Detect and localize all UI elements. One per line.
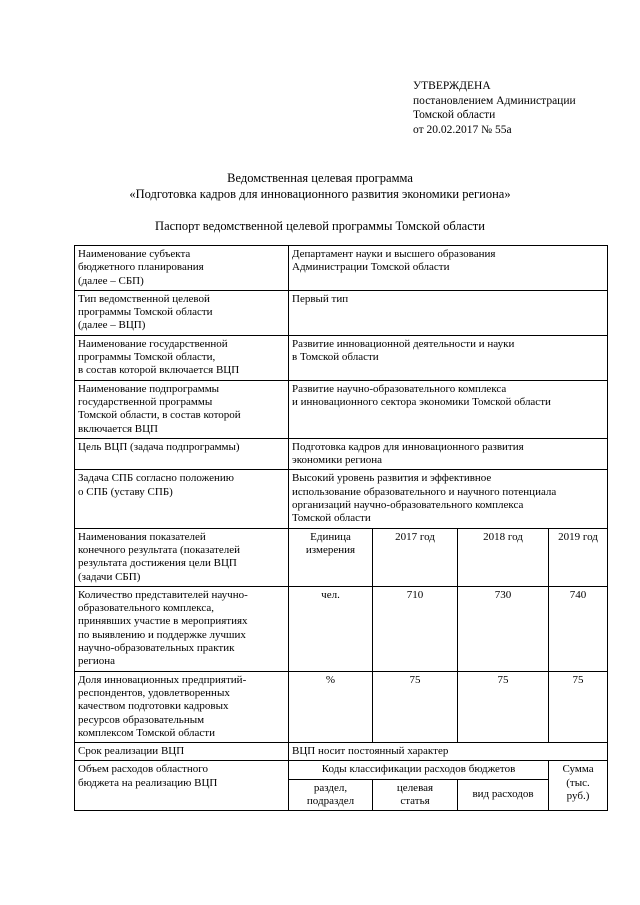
sbp-value: Департамент науки и высшего образования Администрации Томской области bbox=[289, 246, 608, 291]
approval-line-3: от 20.02.2017 № 55а bbox=[413, 123, 512, 136]
indicator-value-2017: 75 bbox=[373, 671, 458, 742]
indicator-row bbox=[75, 671, 608, 742]
indicator-value-2017: 710 bbox=[373, 586, 458, 671]
title-line-2: «Подготовка кадров для инновационного развития экономики региона» bbox=[129, 187, 511, 201]
indicator-name: Доля инновационных предприятий- респондентов, удовлетворенных качеством подготовки кадровых ресурсов образовательным комплексом Томской области bbox=[75, 671, 289, 742]
indicators-label: Наименования показателей конечного результата (показателей результата достижения цели ВЦП (задачи СБП) bbox=[75, 528, 289, 586]
approval-line-2: Томской области bbox=[413, 109, 496, 121]
task-value: Высокий уровень развития и эффективное использование образовательного и научного потенциала организаций научно-образовательного комплекса Томской области bbox=[289, 470, 608, 528]
goal-value: Подготовка кадров для инновационного развития экономики региона bbox=[289, 438, 608, 470]
indicator-value-2019: 740 bbox=[549, 586, 608, 671]
passport-title: Паспорт ведомственной целевой программы Томской области bbox=[155, 219, 485, 233]
budget-expense-type-header: вид расходов bbox=[458, 779, 549, 811]
sbp-label: Наименование субъекта бюджетного планирования (далее – СБП) bbox=[75, 246, 289, 291]
subprogram-value: Развитие научно-образовательного комплекса и инновационного сектора экономики Томской области bbox=[289, 380, 608, 438]
budget-codes-header: Коды классификации расходов бюджетов bbox=[289, 761, 549, 779]
gp-value: Развитие инновационной деятельности и науки в Томской области bbox=[289, 335, 608, 380]
indicator-unit: чел. bbox=[289, 586, 373, 671]
table-row bbox=[75, 743, 608, 761]
budget-header-row bbox=[75, 761, 608, 779]
budget-section-header: раздел, подраздел bbox=[289, 779, 373, 811]
year-2019-header: 2019 год bbox=[549, 528, 608, 586]
gp-label: Наименование государственной программы Томской области, в состав которой включается ВЦП bbox=[75, 335, 289, 380]
task-label: Задача СПБ согласно положению о СПБ (уставу СПБ) bbox=[75, 470, 289, 528]
approval-stamp bbox=[413, 79, 576, 137]
budget-label: Объем расходов областного бюджета на реализацию ВЦП bbox=[75, 761, 289, 811]
subprogram-label: Наименование подпрограммы государственной программы Томской области, в состав которой включается ВЦП bbox=[75, 380, 289, 438]
table-row bbox=[75, 335, 608, 380]
indicator-row bbox=[75, 586, 608, 671]
indicator-value-2018: 730 bbox=[458, 586, 549, 671]
term-label: Срок реализации ВЦП bbox=[75, 743, 289, 761]
title-line-1: Ведомственная целевая программа bbox=[227, 171, 413, 185]
approval-line-1: постановлением Администрации bbox=[413, 94, 576, 107]
term-value: ВЦП носит постоянный характер bbox=[289, 743, 608, 761]
table-row bbox=[75, 438, 608, 470]
indicator-value-2018: 75 bbox=[458, 671, 549, 742]
type-value: Первый тип bbox=[289, 290, 608, 335]
table-row bbox=[75, 380, 608, 438]
type-label: Тип ведомственной целевой программы Томской области (далее – ВЦП) bbox=[75, 290, 289, 335]
indicator-name: Количество представителей научно- образовательного комплекса, принявших участие в мероприятиях по выявлению и поддержке лучших научно-образовательных практик региона bbox=[75, 586, 289, 671]
year-2017-header: 2017 год bbox=[373, 528, 458, 586]
document-title bbox=[0, 170, 640, 202]
budget-article-header: целевая статья bbox=[373, 779, 458, 811]
goal-label: Цель ВЦП (задача подпрограммы) bbox=[75, 438, 289, 470]
year-2018-header: 2018 год bbox=[458, 528, 549, 586]
unit-header: Единица измерения bbox=[289, 528, 373, 586]
indicators-header-row bbox=[75, 528, 608, 586]
indicator-value-2019: 75 bbox=[549, 671, 608, 742]
table-row bbox=[75, 290, 608, 335]
indicator-unit: % bbox=[289, 671, 373, 742]
budget-sum-header: Сумма (тыс. руб.) bbox=[549, 761, 608, 811]
table-row bbox=[75, 246, 608, 291]
approval-heading: УТВЕРЖДЕНА bbox=[413, 80, 491, 92]
passport-table bbox=[74, 245, 608, 811]
table-row bbox=[75, 470, 608, 528]
